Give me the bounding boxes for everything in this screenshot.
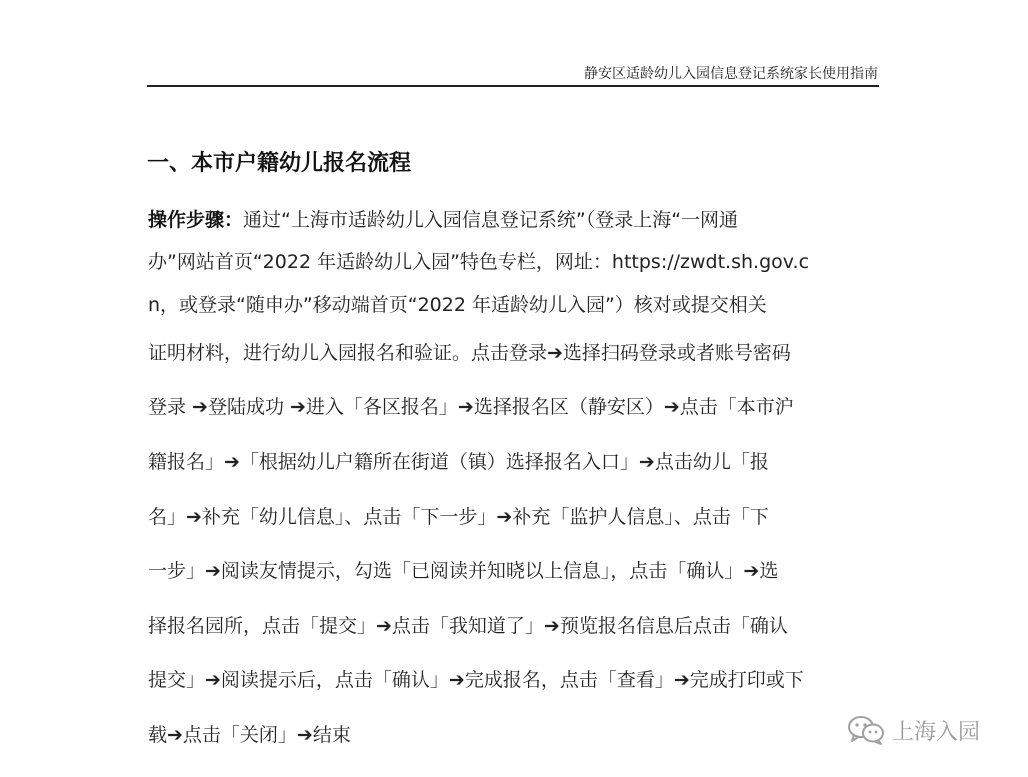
body-line-9: 择报名园所，点击「提交」➔点击「我知道了」➔预览报名信息后点击「确认 xyxy=(148,615,788,637)
header-title: 静安区适龄幼儿入园信息登记系统家长使用指南 xyxy=(584,66,878,82)
watermark-text: 上海入园 xyxy=(892,719,981,745)
watermark xyxy=(846,714,980,746)
body-line-5: 登录 ➔登陆成功 ➔进入「各区报名」➔选择报名区（静安区）➔点击「本市沪 xyxy=(148,396,794,418)
body-line-3: n，或登录“随申办”移动端首页“2022 年适龄幼儿入园”）核对或提交相关 xyxy=(148,294,767,316)
body-line-6: 籍报名」➔「根据幼儿户籍所在街道（镇）选择报名入口」➔点击幼儿「报 xyxy=(148,451,769,473)
body-line-8: 一步」➔阅读友情提示，勾选「已阅读并知晓以上信息」，点击「确认」➔选 xyxy=(148,560,779,582)
wechat-icon xyxy=(846,714,886,746)
body-line-4: 证明材料，进行幼儿入园报名和验证。点击登录➔选择扫码登录或者账号密码 xyxy=(148,342,791,364)
body-line-1 xyxy=(148,205,738,232)
header-rule xyxy=(147,85,879,87)
body-line-11: 载➔点击「关闭」➔结束 xyxy=(148,724,351,746)
body-line-10: 提交」➔阅读提示后，点击「确认」➔完成报名，点击「查看」➔完成打印或下 xyxy=(148,669,804,691)
body-line-2: 办”网站首页“2022 年适龄幼儿入园”特色专栏，网址：https://zwdt.sh.gov.c xyxy=(148,251,810,273)
section-title: 一、本市户籍幼儿报名流程 xyxy=(147,151,412,176)
steps-label: 操作步骤： xyxy=(148,209,244,231)
body-line-1-text: 通过“上海市适龄幼儿入园信息登记系统”（登录上海“一网通 xyxy=(243,209,739,231)
body-line-7: 名」➔补充「幼儿信息」、点击「下一步」➔补充「监护人信息」、点击「下 xyxy=(148,506,769,528)
